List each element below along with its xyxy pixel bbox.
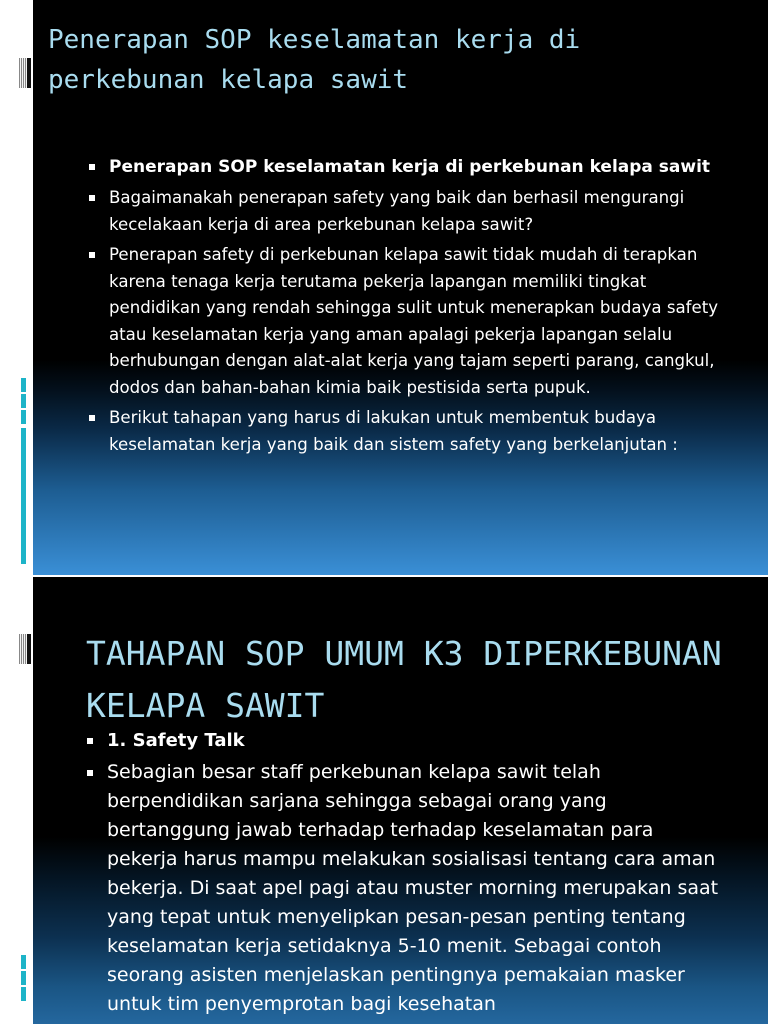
bullet-text: Berikut tahapan yang harus di lakukan untuk membentuk budaya keselamatan kerja yang baik dan sistem safety yang berkelanjutan : <box>109 408 678 454</box>
bullet-text: Penerapan safety di perkebunan kelapa sawit tidak mudah di terapkan karena tenaga kerja terutama pekerja lapangan memiliki tingkat pendidikan yang rendah sehingga sulit untuk menerapkan budaya safety atau keselamatan kerja yang aman apalagi pekerja lapangan selalu berhubungan dengan alat-alat kerja yang tajam seperti parang, cangkul, dodos dan bahan-bahan kimia baik pestisida serta pupuk. <box>109 245 719 397</box>
stacked-pages-icon <box>19 58 31 88</box>
teal-marker-icon <box>21 378 26 426</box>
teal-accent-bar <box>21 428 26 564</box>
bullet-text: Bagaimanakah penerapan safety yang baik dan berhasil mengurangi kecelakaan kerja di area perkebunan kelapa sawit? <box>109 188 685 234</box>
bullet-square-icon <box>87 770 93 776</box>
bullet-text: 1. Safety Talk <box>107 730 245 751</box>
stacked-pages-icon <box>19 634 31 664</box>
slide-2 <box>0 577 768 1024</box>
bullet-square-icon <box>89 252 95 258</box>
bullet-square-icon <box>87 738 93 744</box>
slide-1-title: Penerapan SOP keselamatan kerja di perkebunan kelapa sawit <box>48 25 581 95</box>
bullet-item <box>109 185 729 238</box>
bullet-item <box>109 242 729 401</box>
bullet-text: Sebagian besar staff perkebunan kelapa sawit telah berpendidikan sarjana sehingga sebagai orang yang bertanggung jawab terhadap terhadap keselamatan para pekerja harus mampu melakukan sosialisasi tentang cara aman bekerja. Di saat apel pagi atau muster morning merupakan saat yang tepat untuk menyelipkan pesan-pesan penting tentang keselamatan kerja setidaknya 5-10 menit. Sebagai contoh seorang asisten menjelaskan pentingnya pemakaian masker untuk tim penyemprotan bagi kesehatan <box>107 761 719 1015</box>
slide-2-bullet-list <box>107 728 727 1023</box>
bullet-square-icon <box>89 164 95 170</box>
bullet-text: Penerapan SOP keselamatan kerja di perkebunan kelapa sawit <box>109 157 711 177</box>
bullet-square-icon <box>89 195 95 201</box>
bullet-item <box>107 758 727 1019</box>
slide-2-title: TAHAPAN SOP UMUM K3 DIPERKEBUNAN KELAPA SAWIT <box>86 634 722 725</box>
bullet-item <box>109 154 729 181</box>
slide-1-bullet-list <box>109 154 729 462</box>
bullet-square-icon <box>89 415 95 421</box>
bullet-item <box>107 728 727 754</box>
teal-marker-icon <box>21 955 26 1003</box>
bullet-item <box>109 405 729 458</box>
